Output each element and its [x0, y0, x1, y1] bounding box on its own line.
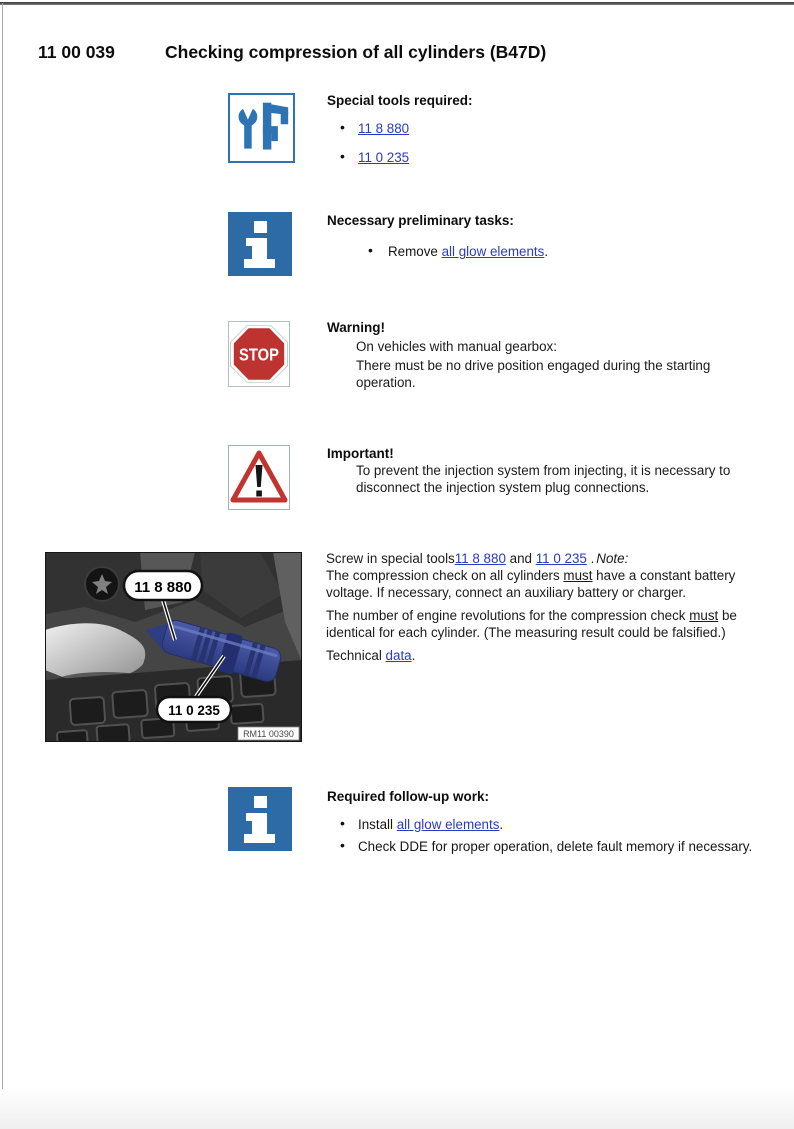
figure-reference: [238, 727, 299, 740]
special-tool-link-110235[interactable]: 11 0 235: [358, 150, 410, 165]
technical-suffix: .: [411, 648, 416, 663]
special-tool-item: [358, 149, 409, 166]
special-tools-icon: [228, 93, 295, 163]
step-and: and: [505, 551, 536, 566]
procedure-step-line: [326, 550, 770, 567]
warning-heading: Warning!: [327, 320, 385, 335]
callout-top-label: 11 8 880: [134, 579, 192, 596]
preliminary-item-prefix: Remove: [388, 244, 442, 259]
note-label: Note:: [596, 551, 629, 566]
followup-heading: Required follow-up work:: [327, 789, 489, 804]
step-prefix: Screw in special tools: [326, 551, 455, 566]
special-tool-item: [358, 120, 409, 137]
tool-link-110235[interactable]: 11 0 235: [535, 551, 587, 566]
engine-photo: [45, 552, 302, 742]
note1-text: The compression check on all cylinders: [326, 568, 564, 583]
important-paragraph: To prevent the injection system from injecting, it is necessary to disconnect the injection system plug connections.: [356, 463, 731, 495]
followup-item-1: [358, 816, 503, 833]
warning-paragraph: There must be no drive position engaged during the starting operation.: [356, 358, 711, 390]
technical-prefix: Technical: [326, 648, 386, 663]
info-icon: [228, 212, 292, 276]
callout-bottom-label: 11 0 235: [168, 703, 220, 718]
info-i-glyph: [228, 787, 292, 851]
stop-label: STOP: [239, 345, 279, 365]
warning-triangle-icon: [228, 445, 290, 510]
followup-item-2: [358, 838, 752, 855]
followup-item2-text: Check DDE for proper operation, delete fault memory if necessary.: [358, 839, 753, 854]
technical-data-line: [326, 647, 770, 664]
note2-text: The number of engine revolutions for the compression check: [326, 608, 690, 623]
step-period: .: [586, 551, 595, 566]
page-title: Checking compression of all cylinders (B47D): [165, 42, 547, 62]
callout-top-pill: [124, 571, 202, 600]
callout-bottom-pill: [157, 697, 231, 722]
figure-reference-label: RM11 00390: [243, 729, 294, 739]
procedure-text-block: [326, 550, 770, 664]
stop-sign-icon: [228, 321, 290, 387]
note1-text-b: have a constant battery voltage. If necessary, connect an auxiliary battery or charger.: [326, 568, 736, 600]
engine-photo-figure: [45, 552, 302, 742]
page-left-border: [2, 3, 3, 1090]
note-paragraph-2: [326, 607, 770, 641]
note-paragraph-1: [326, 567, 770, 601]
glow-elements-link[interactable]: all glow elements: [396, 817, 500, 832]
procedure-code: 11 00 039: [38, 42, 115, 62]
warning-line1: On vehicles with manual gearbox:: [356, 339, 557, 354]
preliminary-item: [388, 243, 548, 260]
note1-must: must: [563, 568, 593, 583]
page-top-border: [0, 2, 794, 5]
info-i-glyph: [228, 212, 292, 276]
technical-data-link[interactable]: data: [385, 648, 412, 663]
followup-item1-suffix: .: [499, 817, 504, 832]
special-tool-link-118880[interactable]: 11 8 880: [358, 121, 410, 136]
tool-link-118880[interactable]: 11 8 880: [454, 551, 506, 566]
exclamation-triangle: [229, 446, 289, 509]
preliminary-heading: Necessary preliminary tasks:: [327, 213, 514, 228]
glow-elements-link[interactable]: all glow elements: [441, 244, 545, 259]
followup-item1-prefix: Install: [358, 817, 397, 832]
note2-must: must: [689, 608, 719, 623]
special-tools-heading: Special tools required:: [327, 93, 473, 108]
wrench-caliper-icon: [232, 97, 291, 159]
info-icon: [228, 787, 292, 851]
preliminary-item-suffix: .: [544, 244, 549, 259]
stop-octagon: [229, 322, 289, 386]
note2-text-b: be identical for each cylinder. (The measuring result could be falsified.): [326, 608, 737, 640]
page-bottom-edge: [0, 1089, 794, 1129]
important-heading: Important!: [327, 446, 394, 461]
